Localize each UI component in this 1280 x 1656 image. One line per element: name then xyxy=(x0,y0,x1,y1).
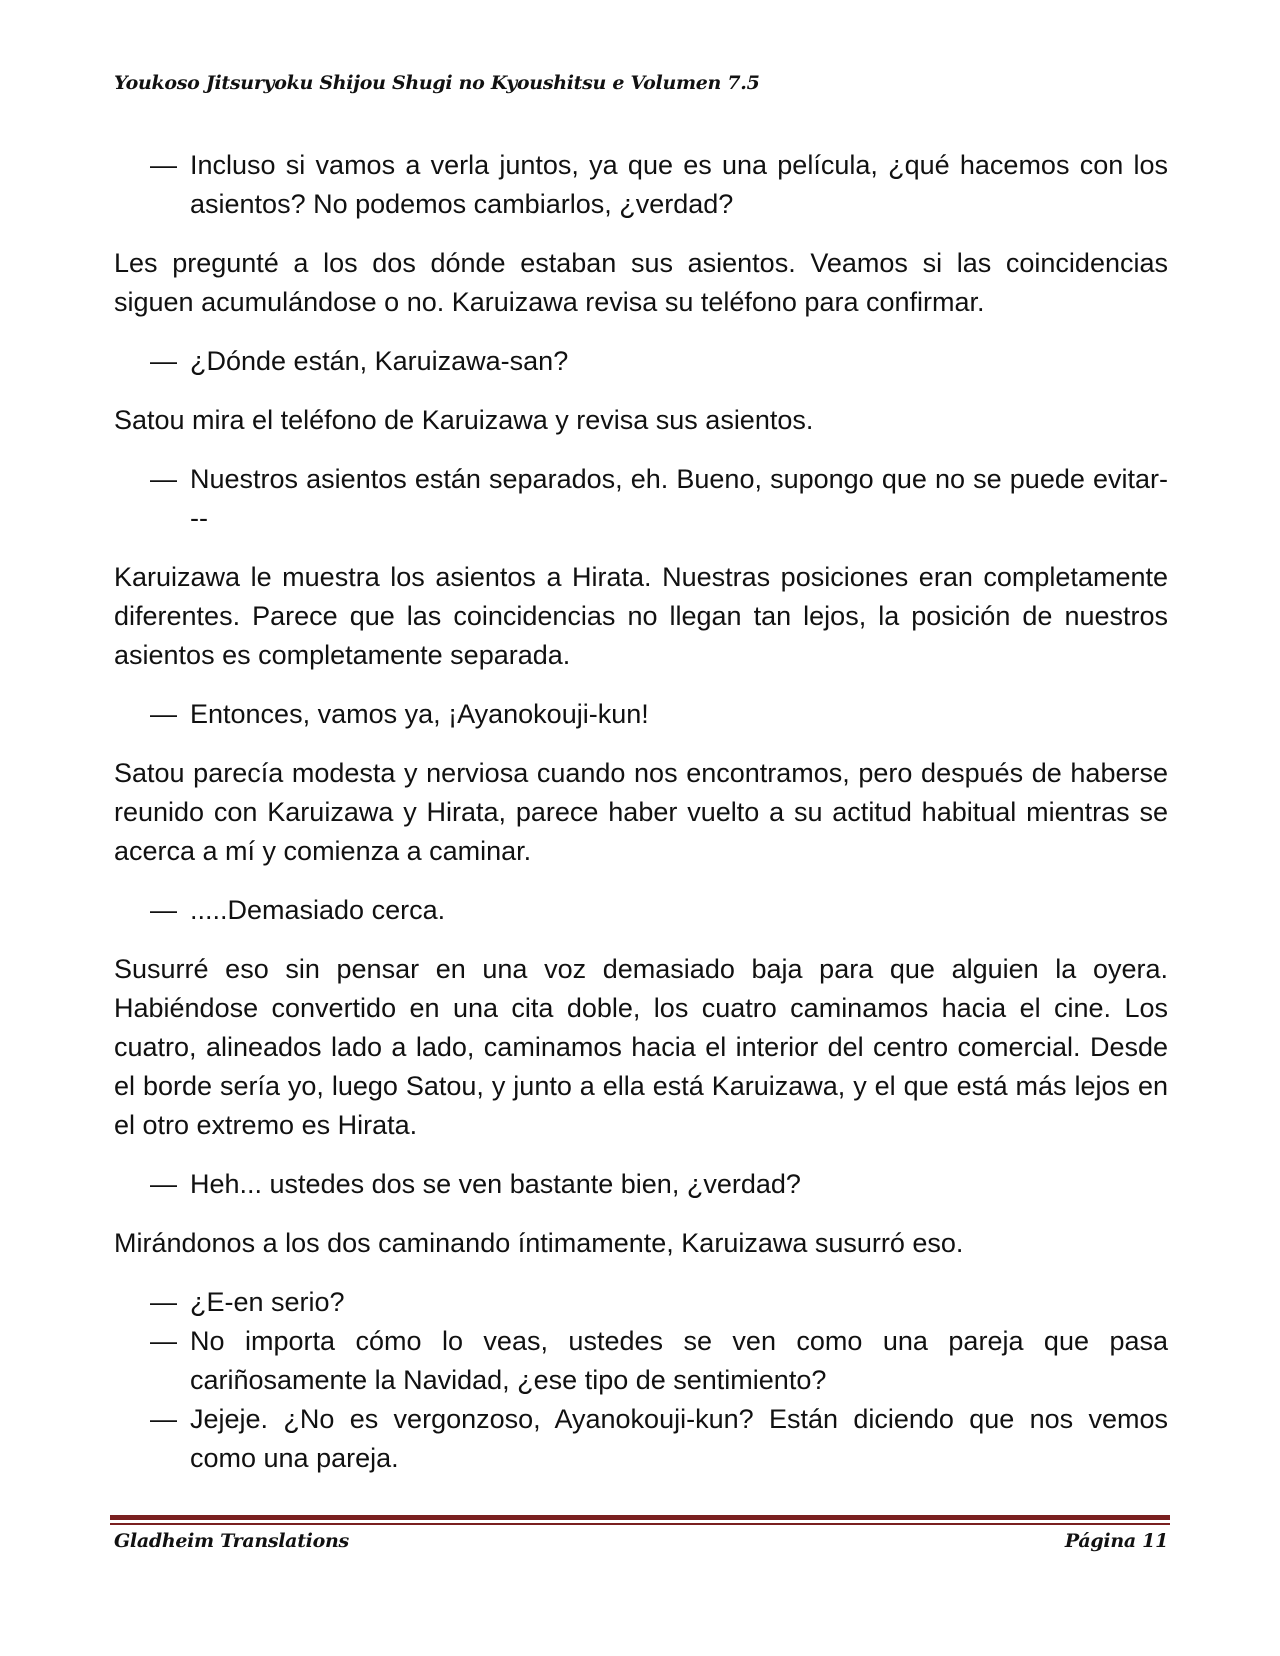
dialog-line xyxy=(114,1322,1168,1400)
paragraph: Karuizawa le muestra los asientos a Hirata. Nuestras posiciones eran completamente diferentes. Parece que las coincidencias no llegan tan lejos, la posición de nuestros asientos es completamente separada. xyxy=(114,562,1168,670)
dialog-text: Entonces, vamos ya, ¡Ayanokouji-kun! xyxy=(190,699,649,729)
footer-rule-thick xyxy=(110,1515,1170,1520)
page-number: Página 11 xyxy=(1064,1530,1168,1552)
paragraph: Satou mira el teléfono de Karuizawa y revisa sus asientos. xyxy=(114,405,814,435)
dialog-text: Nuestros asientos están separados, eh. Bueno, supongo que no se puede evitar--- xyxy=(190,464,1168,533)
dialog-line xyxy=(114,460,1168,538)
dialog-text: Jejeje. ¿No es vergonzoso, Ayanokouji-kun? Están diciendo que nos vemos como una pareja. xyxy=(190,1404,1168,1473)
paragraph: Satou parecía modesta y nerviosa cuando nos encontramos, pero después de haberse reunido con Karuizawa y Hirata, parece haber vuelto a su actitud habitual mientras se acerca a mí y comienza a caminar. xyxy=(114,758,1168,866)
dialog-text: ¿Dónde están, Karuizawa-san? xyxy=(190,346,569,376)
dialog-line xyxy=(114,1165,1168,1204)
dialog-dash: — xyxy=(150,346,177,376)
paragraph: Susurré eso sin pensar en una voz demasiado baja para que alguien la oyera. Habiéndose convertido en una cita doble, los cuatro caminamos hacia el cine. Los cuatro, alineados lado a lado, caminamos hacia el interior del centro comercial. Desde el borde sería yo, luego Satou, y junto a ella está Karuizawa, y el que está más lejos en el otro extremo es Hirata. xyxy=(114,954,1168,1140)
dialog-dash: — xyxy=(150,1326,177,1356)
dialog-dash: — xyxy=(150,150,177,180)
footer-rule-thin xyxy=(110,1523,1170,1525)
dialog-text: ¿E-en serio? xyxy=(190,1287,345,1317)
dialog-text: No importa cómo lo veas, ustedes se ven como una pareja que pasa cariñosamente la Navidad, ¿ese tipo de sentimiento? xyxy=(190,1326,1168,1395)
running-header: Youkoso Jitsuryoku Shijou Shugi no Kyoushitsu e Volumen 7.5 xyxy=(114,72,760,94)
dialog-text: Heh... ustedes dos se ven bastante bien, ¿verdad? xyxy=(190,1169,801,1199)
dialog-line xyxy=(114,1283,1168,1322)
dialog-dash: — xyxy=(150,1404,177,1434)
page-body xyxy=(114,146,1168,1478)
dialog-dash: — xyxy=(150,1287,177,1317)
footer-credit: Gladheim Translations xyxy=(114,1530,349,1552)
dialog-dash: — xyxy=(150,464,177,494)
dialog-line xyxy=(114,1400,1168,1478)
paragraph: Mirándonos a los dos caminando íntimamente, Karuizawa susurró eso. xyxy=(114,1228,964,1258)
dialog-line xyxy=(114,891,1168,930)
dialog-dash: — xyxy=(150,1169,177,1199)
dialog-line xyxy=(114,342,1168,381)
dialog-text: Incluso si vamos a verla juntos, ya que es una película, ¿qué hacemos con los asientos? No podemos cambiarlos, ¿verdad? xyxy=(190,150,1168,219)
paragraph: Les pregunté a los dos dónde estaban sus asientos. Veamos si las coincidencias siguen acumulándose o no. Karuizawa revisa su teléfono para confirmar. xyxy=(114,248,1168,317)
dialog-dash: — xyxy=(150,699,177,729)
dialog-line xyxy=(114,146,1168,224)
dialog-dash: — xyxy=(150,895,177,925)
dialog-line xyxy=(114,695,1168,734)
dialog-text: .....Demasiado cerca. xyxy=(190,895,446,925)
